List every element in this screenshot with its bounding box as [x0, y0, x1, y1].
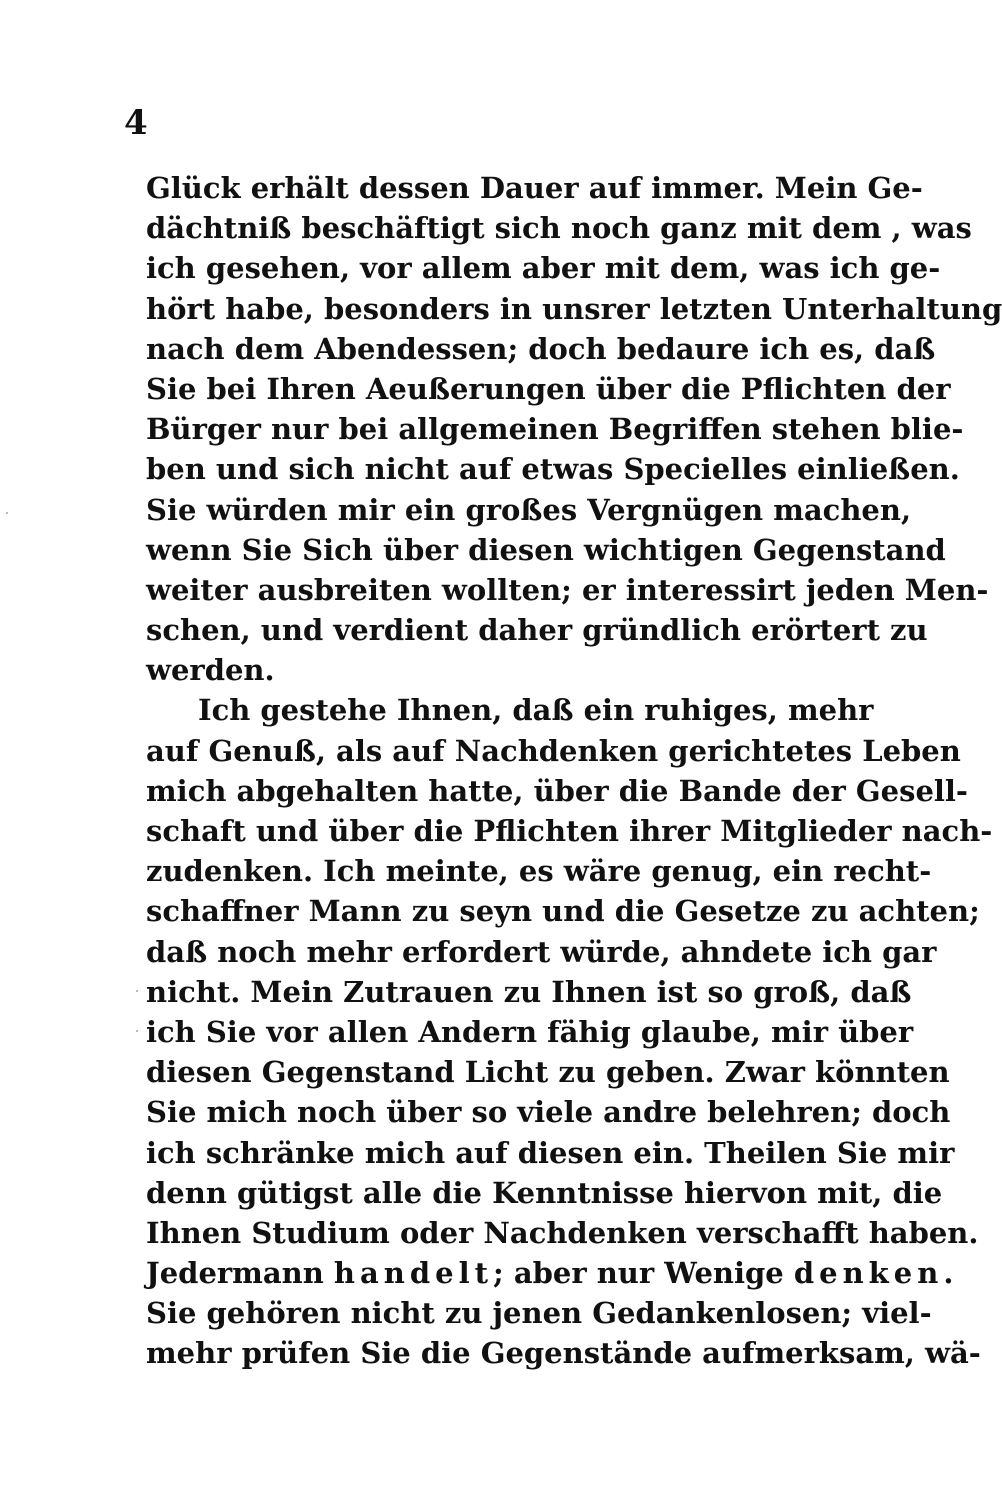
- text-line: schaft und über die Pflichten ihrer Mitglieder nach-: [146, 814, 993, 848]
- text-line: Sie würden mir ein großes Vergnügen machen,: [146, 492, 912, 527]
- paper-speck: [136, 990, 138, 992]
- text-line: nicht. Mein Zutrauen zu Ihnen ist so groß, daß: [146, 974, 912, 1009]
- text-line: Sie gehören nicht zu jenen Gedankenlosen; viel-: [146, 1296, 932, 1331]
- paragraph-2: [146, 690, 993, 1373]
- paper-speck: [6, 512, 8, 514]
- text-line: diesen Gegenstand Licht zu geben. Zwar könnten: [146, 1055, 950, 1090]
- text-fragment: .: [943, 1256, 954, 1291]
- spaced-word: handelt: [333, 1256, 494, 1291]
- spaced-word: denken: [793, 1256, 944, 1291]
- text-line: denn gütigst alle die Kenntnisse hiervon mit, die: [146, 1175, 943, 1210]
- text-line: ich Sie vor allen Andern fähig glaube, mir über: [146, 1014, 914, 1049]
- page-number: 4: [124, 103, 148, 143]
- text-line: mich abgehalten hatte, über die Bande der Gesell-: [146, 773, 968, 808]
- text-line: auf Genuß, als auf Nachdenken gerichtetes Leben: [146, 733, 961, 768]
- text-line: werden.: [146, 653, 275, 688]
- emphasis-line: [146, 1253, 954, 1293]
- text-line: Sie mich noch über so viele andre belehren; doch: [146, 1095, 951, 1130]
- text-line: schen, und verdient daher gründlich erörtert zu: [146, 613, 928, 648]
- text-fragment: ; aber nur Wenige: [493, 1256, 794, 1291]
- text-line: ich gesehen, vor allem aber mit dem, was ich ge-: [146, 251, 941, 286]
- text-fragment: Jedermann: [146, 1256, 334, 1291]
- text-line: Glück erhält dessen Dauer auf immer. Mein Ge-: [146, 171, 923, 205]
- text-line: nach dem Abendessen; doch bedaure ich es, daß: [146, 331, 936, 366]
- text-line: hört habe, besonders in unsrer letzten Unterhaltung: [146, 291, 1002, 326]
- text-line: ben und sich nicht auf etwas Specielles einließen.: [146, 452, 960, 487]
- text-line: daß noch mehr erfordert würde, ahndete ich gar: [146, 934, 937, 969]
- text-line: Ich gestehe Ihnen, daß ein ruhiges, mehr: [198, 693, 874, 728]
- paper-speck: [136, 1030, 138, 1032]
- text-line: zudenken. Ich meinte, es wäre genug, ein recht-: [146, 854, 932, 889]
- text-line: Ihnen Studium oder Nachdenken verschafft haben.: [146, 1215, 979, 1250]
- text-line: weiter ausbreiten wollten; er interessirt jeden Men-: [146, 572, 989, 607]
- text-line: Sie bei Ihren Aeußerungen über die Pflichten der: [146, 371, 951, 406]
- paragraph-1: [146, 168, 1002, 690]
- text-line: wenn Sie Sich über diesen wichtigen Gegenstand: [146, 532, 946, 567]
- text-line: schaffner Mann zu seyn und die Gesetze zu achten;: [146, 894, 980, 929]
- text-line: mehr prüfen Sie die Gegenstände aufmerksam, wä-: [146, 1336, 981, 1371]
- text-line: Bürger nur bei allgemeinen Begriffen stehen blie-: [146, 412, 964, 447]
- text-line: dächtniß beschäftigt sich noch ganz mit dem , was: [146, 211, 972, 246]
- text-line: ich schränke mich auf diesen ein. Theilen Sie mir: [146, 1135, 955, 1170]
- body-text: [146, 168, 1002, 1374]
